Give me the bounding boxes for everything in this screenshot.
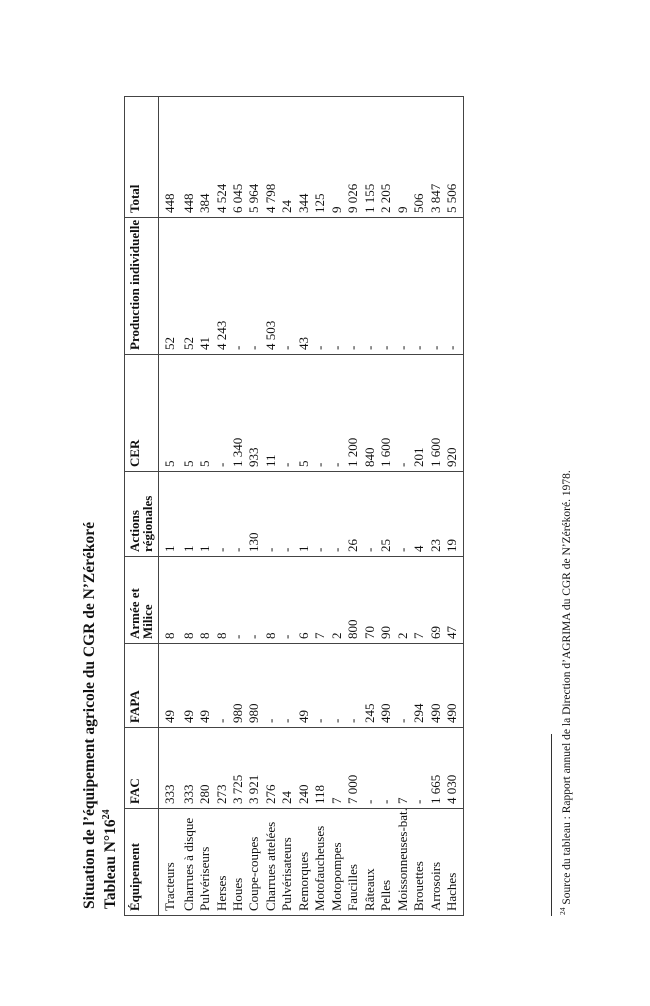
footnote-separator [551, 734, 552, 916]
value-cell: - [248, 218, 264, 355]
value-cell: 201 [413, 355, 429, 472]
value-cell: 980 [248, 644, 264, 728]
value-cell: 276 [265, 728, 281, 809]
value-cell: 1 665 [430, 728, 446, 809]
value-cell: - [314, 218, 330, 355]
value-cell: 5 [199, 355, 215, 472]
value-cell: 8 [199, 557, 215, 644]
value-cell: 6 045 [232, 97, 248, 218]
value-cell: 294 [413, 644, 429, 728]
value-cell: - [314, 472, 330, 557]
value-cell: 245 [364, 644, 380, 728]
value-cell: 1 [159, 472, 183, 557]
value-cell: 9 [397, 97, 413, 218]
value-cell: 4 798 [265, 97, 281, 218]
equipment-name-cell: Pulvérisateurs [281, 809, 297, 916]
table-row [347, 97, 363, 916]
value-cell: 1 [298, 472, 314, 557]
value-cell: 1 340 [232, 355, 248, 472]
value-cell: 118 [314, 728, 330, 809]
value-cell: - [281, 557, 297, 644]
value-cell: 2 [331, 557, 347, 644]
value-cell: 1 [183, 472, 199, 557]
table-row [314, 97, 330, 916]
value-cell: 49 [183, 644, 199, 728]
value-cell: 23 [430, 472, 446, 557]
equipment-name-cell: Faucilles [347, 809, 363, 916]
page-title: Situation de l’équipement agricole du CGR de N’Zérékoré [81, 521, 98, 909]
value-cell: 490 [446, 644, 463, 728]
equipment-name-cell: Pulvériseurs [199, 809, 215, 916]
value-cell: 506 [413, 97, 429, 218]
value-cell: - [331, 355, 347, 472]
value-cell: 11 [265, 355, 281, 472]
value-cell: 43 [298, 218, 314, 355]
table-header-row [125, 97, 159, 916]
value-cell: - [364, 472, 380, 557]
value-cell: 125 [314, 97, 330, 218]
value-cell: - [281, 472, 297, 557]
value-cell: 4 503 [265, 218, 281, 355]
value-cell: - [397, 644, 413, 728]
value-cell: 9 [331, 97, 347, 218]
value-cell: 4 243 [216, 218, 232, 355]
value-cell: 1 [199, 472, 215, 557]
value-cell: - [331, 218, 347, 355]
value-cell: 280 [199, 728, 215, 809]
value-cell: 5 [159, 355, 183, 472]
value-cell: 19 [446, 472, 463, 557]
value-cell: 4 524 [216, 97, 232, 218]
equipment-name-cell: Charrues à disque [183, 809, 199, 916]
value-cell: 5 [183, 355, 199, 472]
equipment-name-cell: Motofaucheuses [314, 809, 330, 916]
value-cell: 240 [298, 728, 314, 809]
value-cell: 7 [331, 728, 347, 809]
value-cell: 5 506 [446, 97, 463, 218]
value-cell: - [232, 557, 248, 644]
equipment-name-cell: Motopompes [331, 809, 347, 916]
value-cell: 3 847 [430, 97, 446, 218]
value-cell: 8 [183, 557, 199, 644]
table-row [380, 97, 396, 916]
value-cell: - [265, 472, 281, 557]
column-header: Actions régionales [125, 472, 159, 557]
value-cell: 4 030 [446, 728, 463, 809]
value-cell: - [232, 472, 248, 557]
value-cell: 52 [183, 218, 199, 355]
value-cell: - [216, 355, 232, 472]
value-cell: 490 [380, 644, 396, 728]
value-cell: - [364, 218, 380, 355]
table-row [446, 97, 463, 916]
value-cell: - [397, 472, 413, 557]
column-header: Production individuelle [125, 218, 159, 355]
value-cell: 840 [364, 355, 380, 472]
value-cell: 9 026 [347, 97, 363, 218]
value-cell: 4 [413, 472, 429, 557]
value-cell: 49 [199, 644, 215, 728]
equipment-name-cell: Houes [232, 809, 248, 916]
value-cell: 52 [159, 218, 183, 355]
value-cell: 5 [298, 355, 314, 472]
value-cell: - [265, 644, 281, 728]
equipment-name-cell: Brouettes [413, 809, 429, 916]
value-cell: 8 [265, 557, 281, 644]
value-cell: 3 725 [232, 728, 248, 809]
value-cell: 24 [281, 97, 297, 218]
value-cell: - [281, 218, 297, 355]
table-caption [101, 809, 120, 909]
value-cell: 7 [314, 557, 330, 644]
value-cell: 448 [183, 97, 199, 218]
value-cell: 49 [298, 644, 314, 728]
equipment-name-cell: Moissonneuses-bat. [397, 809, 413, 916]
value-cell: 933 [248, 355, 264, 472]
value-cell: - [347, 218, 363, 355]
value-cell: 980 [232, 644, 248, 728]
equipment-name-cell: Charrues attelées [265, 809, 281, 916]
value-cell: 41 [199, 218, 215, 355]
value-cell: - [380, 218, 396, 355]
value-cell: 273 [216, 728, 232, 809]
value-cell: 69 [430, 557, 446, 644]
value-cell: - [331, 644, 347, 728]
value-cell: - [413, 728, 429, 809]
column-header: Total [125, 97, 159, 218]
footnote-ref-mark: 24 [101, 809, 112, 820]
value-cell: 1 155 [364, 97, 380, 218]
equipment-name-cell: Râteaux [364, 809, 380, 916]
column-header: FAPA [125, 644, 159, 728]
footnote-number: 24 [558, 907, 567, 915]
value-cell: 70 [364, 557, 380, 644]
value-cell: 384 [199, 97, 215, 218]
footnote [558, 470, 573, 915]
table-caption-text: Tableau N°16 [102, 819, 120, 909]
value-cell: 490 [430, 644, 446, 728]
value-cell: 1 600 [430, 355, 446, 472]
value-cell: - [216, 472, 232, 557]
value-cell: 7 [397, 728, 413, 809]
value-cell: - [397, 355, 413, 472]
value-cell: - [364, 728, 380, 809]
value-cell: 49 [159, 644, 183, 728]
value-cell: - [216, 644, 232, 728]
value-cell: 8 [216, 557, 232, 644]
table-row [159, 97, 183, 916]
value-cell: 333 [159, 728, 183, 809]
value-cell: 1 200 [347, 355, 363, 472]
value-cell: 448 [159, 97, 183, 218]
equipment-name-cell: Pelles [380, 809, 396, 916]
value-cell: 920 [446, 355, 463, 472]
footnote-text: Source du tableau : Rapport annuel de la Direction d’AGRIMA du CGR de N’Zérékoré. 1978. [560, 470, 573, 908]
value-cell: 90 [380, 557, 396, 644]
value-cell: 25 [380, 472, 396, 557]
value-cell: - [380, 728, 396, 809]
value-cell: - [248, 557, 264, 644]
value-cell: 24 [281, 728, 297, 809]
value-cell: - [397, 218, 413, 355]
value-cell: 130 [248, 472, 264, 557]
value-cell: - [413, 218, 429, 355]
value-cell: 2 [397, 557, 413, 644]
column-header: CER [125, 355, 159, 472]
value-cell: - [232, 218, 248, 355]
equipment-name-cell: Arrosoirs [430, 809, 446, 916]
table-row [397, 97, 413, 916]
equipment-table [124, 96, 464, 916]
value-cell: 8 [159, 557, 183, 644]
value-cell: - [347, 644, 363, 728]
value-cell: 7 000 [347, 728, 363, 809]
column-header: Équipement [125, 809, 159, 916]
equipment-name-cell: Herses [216, 809, 232, 916]
value-cell: 2 205 [380, 97, 396, 218]
value-cell: 3 921 [248, 728, 264, 809]
value-cell: - [446, 218, 463, 355]
table-body [159, 97, 464, 916]
value-cell: 5 964 [248, 97, 264, 218]
value-cell: 26 [347, 472, 363, 557]
value-cell: 333 [183, 728, 199, 809]
value-cell: - [314, 644, 330, 728]
equipment-name-cell: Coupe-coupes [248, 809, 264, 916]
column-header: FAC [125, 728, 159, 809]
column-header: Armée et Milice [125, 557, 159, 644]
equipment-name-cell: Remorques [298, 809, 314, 916]
equipment-name-cell: Haches [446, 809, 463, 916]
value-cell: - [331, 472, 347, 557]
value-cell: 6 [298, 557, 314, 644]
value-cell: - [281, 644, 297, 728]
value-cell: - [430, 218, 446, 355]
value-cell: 47 [446, 557, 463, 644]
value-cell: 1 600 [380, 355, 396, 472]
value-cell: - [281, 355, 297, 472]
value-cell: 344 [298, 97, 314, 218]
value-cell: - [314, 355, 330, 472]
equipment-name-cell: Tracteurs [159, 809, 183, 916]
table-row [364, 97, 380, 916]
value-cell: 7 [413, 557, 429, 644]
value-cell: 800 [347, 557, 363, 644]
